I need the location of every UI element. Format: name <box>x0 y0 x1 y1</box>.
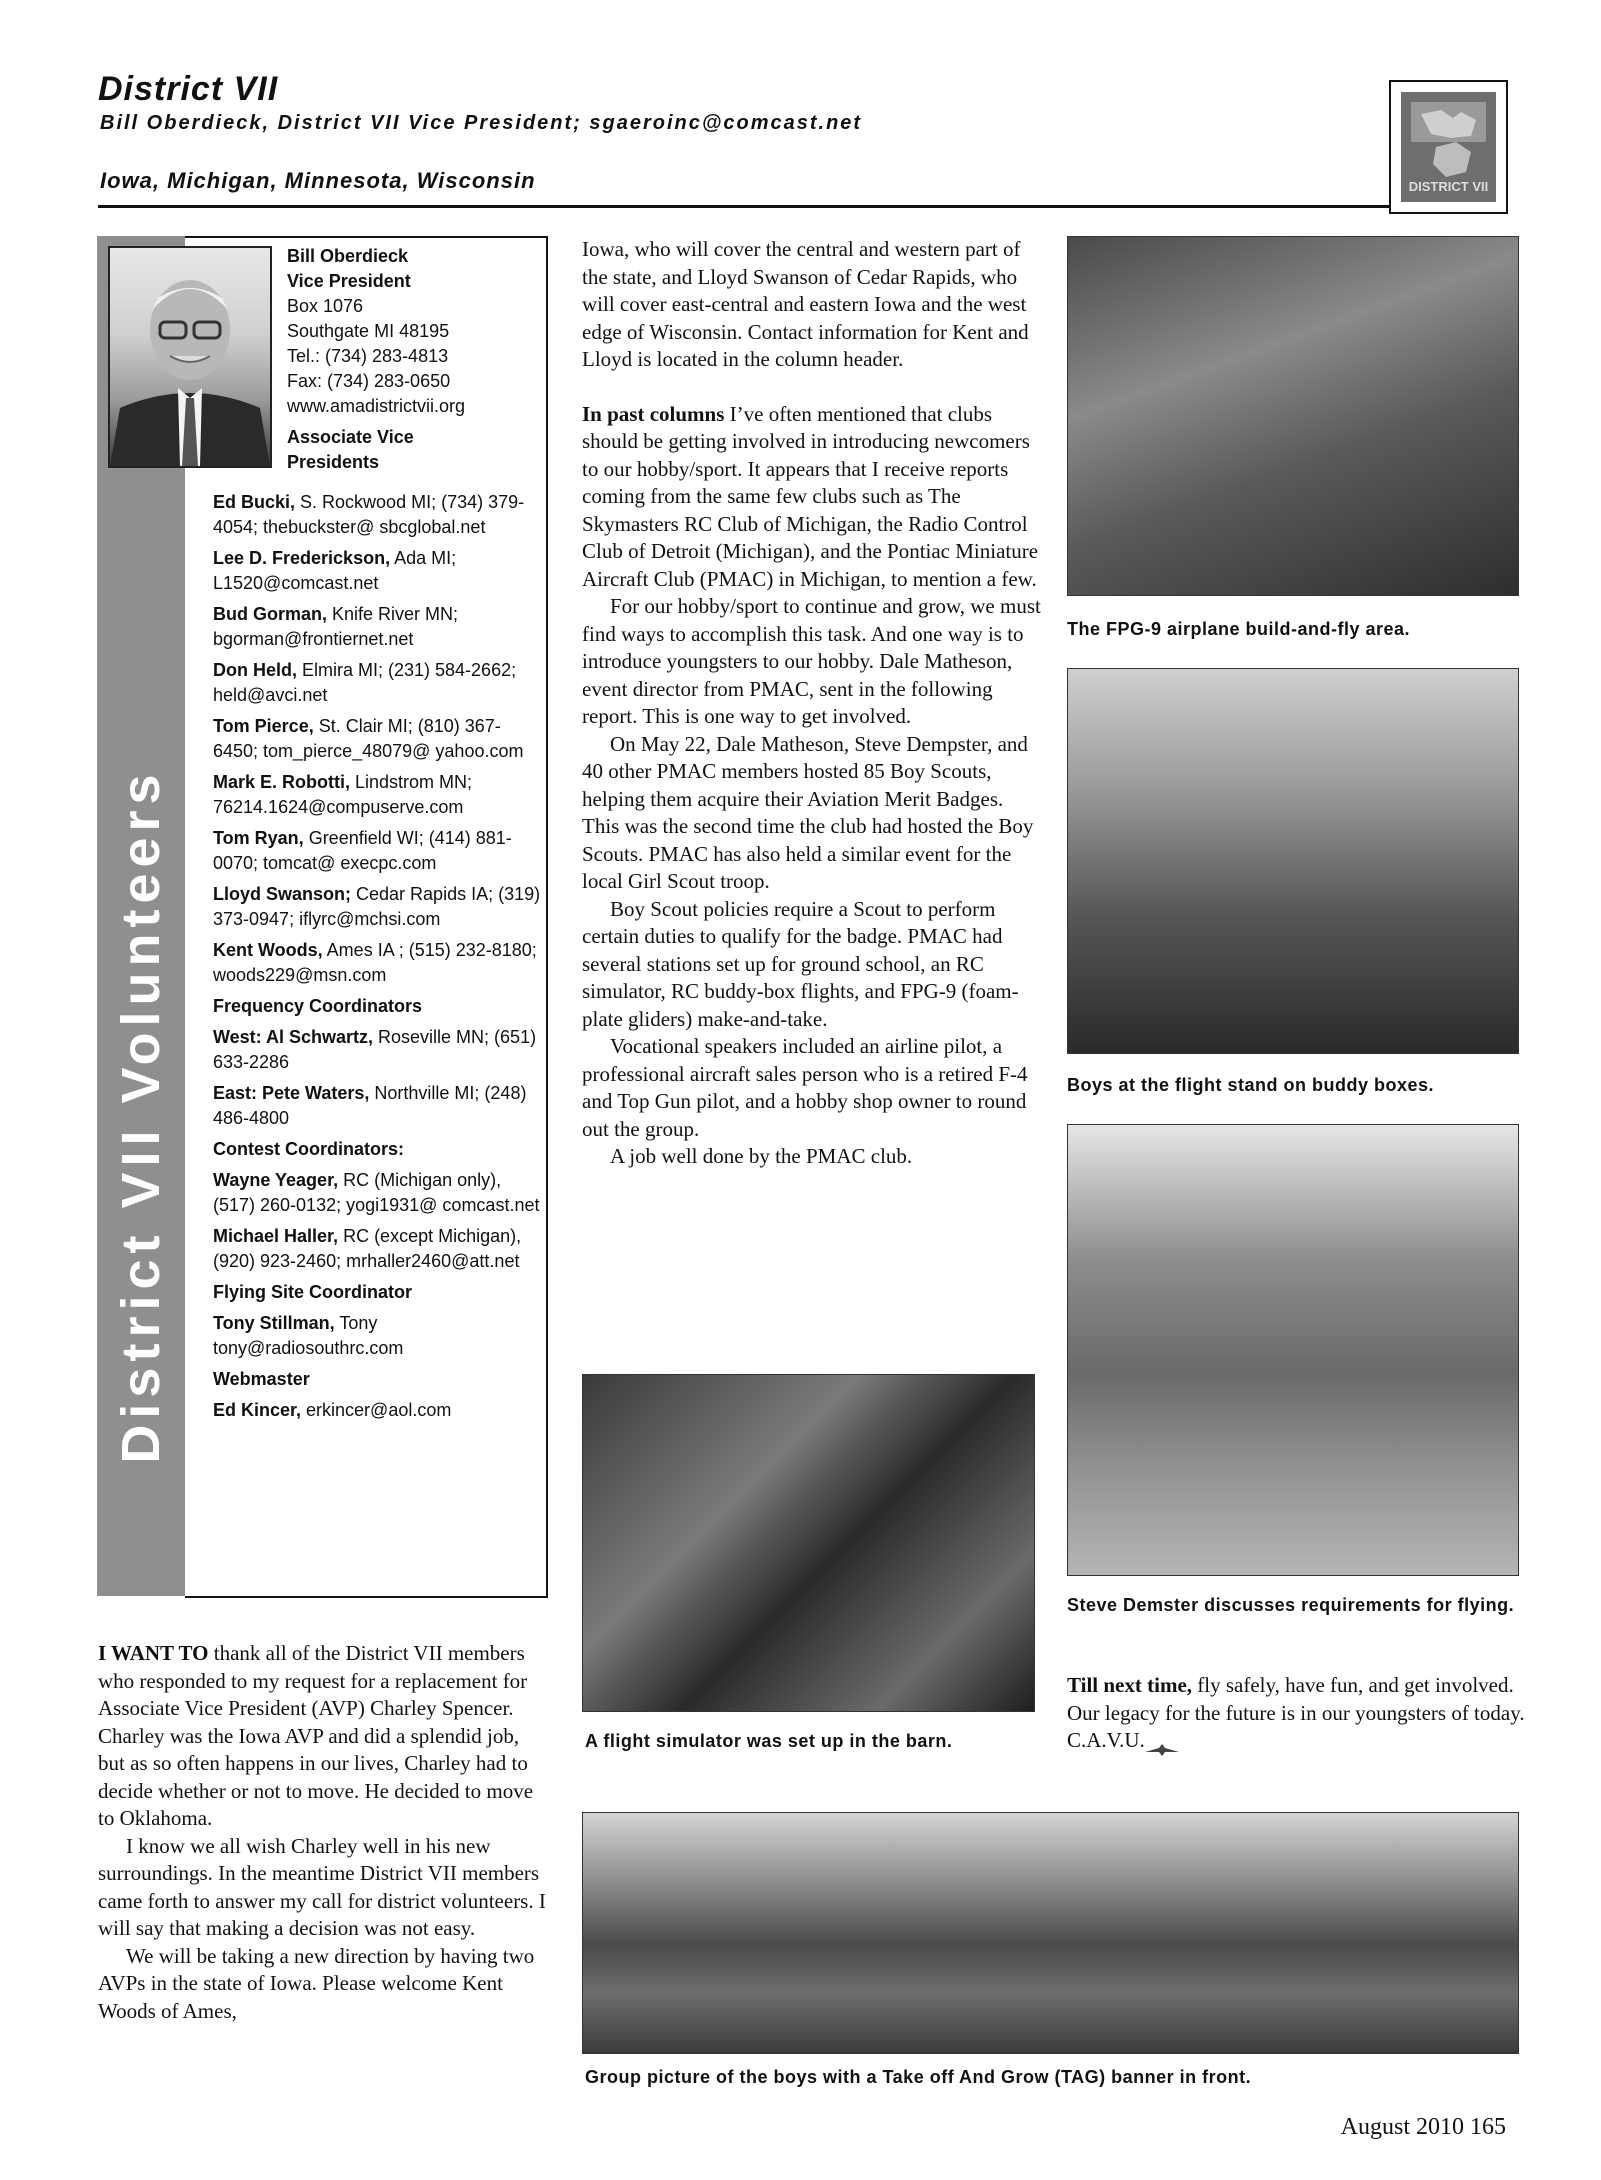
caption-build-area: The FPG-9 airplane build-and-fly area. <box>1067 619 1411 639</box>
vp-website: www.amadistrictvii.org <box>287 396 466 416</box>
volunteer-entry <box>213 1398 543 1423</box>
vp-tel: Tel.: (734) 283-4813 <box>287 346 449 366</box>
avp-heading-line2: Presidents <box>287 452 380 472</box>
volunteer-info: RC (except Michigan), (920) 923-2460; mrhaller2460@att.net <box>213 1226 522 1271</box>
volunteer-info: Ada MI; L1520@comcast.net <box>213 548 457 593</box>
photo-flight-stand <box>1067 668 1519 1054</box>
volunteer-name: Ed Kincer, <box>213 1400 302 1420</box>
volunteer-entry <box>213 1311 543 1361</box>
volunteer-section-heading: Flying Site Coordinator <box>213 1282 413 1302</box>
article-paragraph: I know we all wish Charley well in his new surroundings. In the meantime District VII members came forth to answer my call for district volunteers. I will say that making a decision was not easy. <box>98 1833 546 1940</box>
volunteer-entry <box>213 770 543 820</box>
avp-heading-line1: Associate Vice <box>287 427 414 447</box>
header-rule <box>98 205 1390 208</box>
caption-requirements: Steve Demster discusses requirements for flying. <box>1067 1595 1515 1615</box>
district-states: Iowa, Michigan, Minnesota, Wisconsin <box>100 168 536 193</box>
photo-flight-simulator <box>582 1374 1035 1712</box>
vp-name: Bill Oberdieck <box>287 246 409 266</box>
article-column-2 <box>582 236 1042 1171</box>
volunteer-info: Lindstrom MN; 76214.1624@compuserve.com <box>213 772 473 817</box>
article-paragraph: For our hobby/sport to continue and grow, we must find ways to accomplish this task. And one way is to introduce youngsters to our hobby. Dale Matheson, event director from PMAC, sent in the following report. This is one way to get involved. <box>582 594 1041 728</box>
volunteer-entry <box>213 1168 543 1218</box>
volunteer-name: West: Al Schwartz, <box>213 1027 374 1047</box>
logo-label: DISTRICT VII <box>1408 179 1489 194</box>
volunteer-name: Tom Pierce, <box>213 716 314 736</box>
vp-portrait <box>108 246 272 468</box>
volunteer-entry <box>213 1025 543 1075</box>
article-paragraph: thank all of the District VII members who responded to my request for a replacement for Associate Vice President (AVP) Charley Spencer. Charley was the Iowa AVP and did a splendid job, but as so often happens in our lives, Charley had to decide whether or not to move. He decided to move to Oklahoma. <box>98 1641 534 1830</box>
article-paragraph: We will be taking a new direction by having two AVPs in the state of Iowa. Please welcome Kent Woods of Ames, <box>98 1943 535 2023</box>
caption-group-picture: Group picture of the boys with a Take off And Grow (TAG) banner in front. <box>585 2067 1252 2087</box>
vp-contact <box>287 244 547 475</box>
closing-lead: Till next time, <box>1067 1673 1193 1697</box>
volunteer-name: Michael Haller, <box>213 1226 339 1246</box>
article-paragraph: I’ve often mentioned that clubs should be getting involved in introducing newcomers to our hobby/sport. It appears that I receive reports coming from the same few clubs such as The Skymasters RC Club of Michigan, the Radio Control Club of Detroit (Michigan), and the Pontiac Miniature Aircraft Club (PMAC) in Michigan, to mention a few. <box>582 401 1039 591</box>
volunteer-entry <box>213 490 543 540</box>
volunteer-info: RC (Michigan only), (517) 260-0132; yogi1931@ comcast.net <box>213 1170 540 1215</box>
article-lead: In past columns <box>582 401 725 426</box>
volunteer-name: Bud Gorman, <box>213 604 328 624</box>
volunteers-sidebar-title: District VII Volunteers <box>111 768 171 1464</box>
vp-address1: Box 1076 <box>287 296 364 316</box>
volunteer-info: Ames IA ; (515) 232-8180; woods229@msn.com <box>213 940 537 985</box>
volunteer-info: St. Clair MI; (810) 367-6450; tom_pierce_48079@ yahoo.com <box>213 716 524 761</box>
photo-requirements <box>1067 1124 1519 1576</box>
vp-address2: Southgate MI 48195 <box>287 321 450 341</box>
volunteer-info: Greenfield WI; (414) 881-0070; tomcat@ execpc.com <box>213 828 512 873</box>
district-logo <box>1389 80 1508 214</box>
volunteer-info: Northville MI; (248) 486-4800 <box>213 1083 527 1128</box>
article-paragraph: A job well done by the PMAC club. <box>610 1144 913 1168</box>
caption-flight-stand: Boys at the flight stand on buddy boxes. <box>1067 1075 1435 1095</box>
portrait-figure-icon <box>110 248 270 466</box>
volunteer-entry <box>213 714 543 764</box>
volunteer-section-heading: Frequency Coordinators <box>213 996 423 1016</box>
article-lead: I WANT TO <box>98 1641 209 1665</box>
volunteer-info: Knife River MN; bgorman@frontiernet.net <box>213 604 459 649</box>
logo-image <box>1401 92 1496 202</box>
article-column-3 <box>1067 1672 1527 1755</box>
article-paragraph: Iowa, who will cover the central and western part of the state, and Lloyd Swanson of Cedar Rapids, who will cover east-central and eastern Iowa and the west edge of Wisconsin. Contact information for Kent and Lloyd is located in the column header. <box>582 237 1029 371</box>
volunteer-entry <box>213 658 543 708</box>
volunteer-entry <box>213 546 543 596</box>
volunteer-name: Tony Stillman, <box>213 1313 335 1333</box>
photo-build-area <box>1067 236 1519 596</box>
vp-title: Vice President <box>287 271 411 291</box>
page-footer: August 2010 165 <box>1340 2114 1506 2140</box>
volunteer-info: Tony tony@radiosouthrc.com <box>213 1313 404 1358</box>
volunteer-name: Kent Woods, <box>213 940 323 960</box>
ama-logo-icon <box>1145 1736 1179 1748</box>
volunteer-name: Ed Bucki, <box>213 492 296 512</box>
caption-flight-simulator: A flight simulator was set up in the barn. <box>585 1731 953 1751</box>
volunteer-section-heading: Webmaster <box>213 1369 310 1389</box>
volunteer-list <box>213 490 543 1429</box>
volunteer-info: Cedar Rapids IA; (319) 373-0947; iflyrc@mchsi.com <box>213 884 541 929</box>
volunteer-entry <box>213 602 543 652</box>
article-paragraph: On May 22, Dale Matheson, Steve Dempster, and 40 other PMAC members hosted 85 Boy Scouts, helping them acquire their Aviation Merit Badges. This was the second time the club had hosted the Boy Scouts. PMAC has also held a similar event for the local Girl Scout troop. <box>582 731 1034 893</box>
volunteer-name: Lloyd Swanson; <box>213 884 352 904</box>
photo-group-picture <box>582 1812 1519 2054</box>
volunteer-name: East: Pete Waters, <box>213 1083 370 1103</box>
volunteer-info: S. Rockwood MI; (734) 379-4054; thebuckster@ sbcglobal.net <box>213 492 525 537</box>
volunteer-name: Don Held, <box>213 660 297 680</box>
volunteer-entry <box>213 882 543 932</box>
volunteer-name: Wayne Yeager, <box>213 1170 339 1190</box>
volunteer-name: Mark E. Robotti, <box>213 772 351 792</box>
article-paragraph: Boy Scout policies require a Scout to perform certain duties to qualify for the badge. PMAC had several stations set up for ground school, an RC simulator, RC buddy-box flights, and FPG-9 (foam-plate gliders) make-and-take. <box>582 896 1019 1031</box>
volunteer-name: Lee D. Frederickson, <box>213 548 391 568</box>
volunteer-entry <box>213 1224 543 1274</box>
volunteer-entry <box>213 938 543 988</box>
volunteer-name: Tom Ryan, <box>213 828 304 848</box>
volunteer-info: Roseville MN; (651) 633-2286 <box>213 1027 537 1072</box>
column-subtitle: Bill Oberdieck, District VII Vice President; sgaeroinc@comcast.net <box>100 112 863 134</box>
volunteer-section-heading: Contest Coordinators: <box>213 1139 404 1159</box>
column-title: District VII <box>98 70 279 108</box>
volunteer-info: erkincer@aol.com <box>301 1400 452 1420</box>
article-column-1 <box>98 1640 548 2025</box>
volunteer-entry <box>213 826 543 876</box>
volunteer-entry <box>213 1081 543 1131</box>
article-paragraph: Vocational speakers included an airline pilot, a professional aircraft sales person who is a retired F-4 and Top Gun pilot, and a hobby shop owner to round out the group. <box>582 1034 1028 1141</box>
volunteer-info: Elmira MI; (231) 584-2662; held@avci.net <box>213 660 517 705</box>
closing-text: fly safely, have fun, and get involved. Our legacy for the future is in our youngsters of today. C.A.V.U. <box>1067 1673 1525 1752</box>
vp-fax: Fax: (734) 283-0650 <box>287 371 451 391</box>
